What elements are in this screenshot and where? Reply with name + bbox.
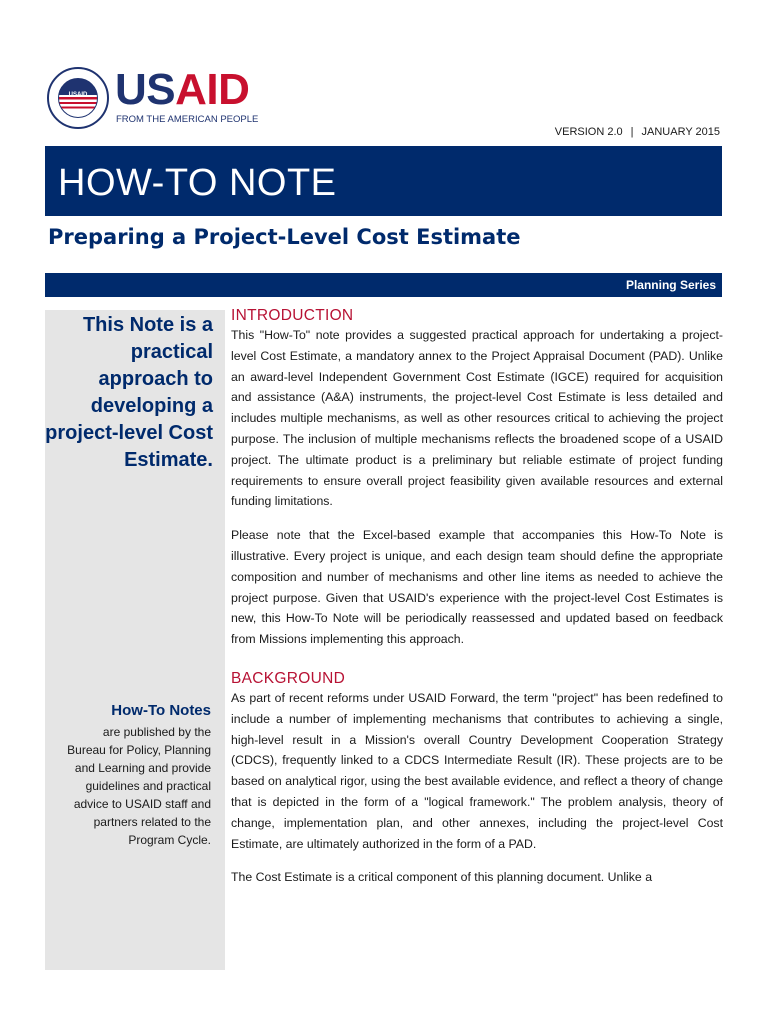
main-content [231, 306, 723, 888]
wordmark-us: US [115, 65, 176, 114]
sidebar [45, 310, 225, 970]
version-line [555, 126, 720, 138]
document-subtitle: Preparing a Project-Level Cost Estimate [48, 225, 521, 249]
how-to-notes-description: are published by the Bureau for Policy, Planning and Learning and provide guidelines and practical advice to USAID staff and partners related to the Program Cycle. [67, 725, 211, 847]
usaid-logo [44, 64, 284, 136]
version-date: JANUARY 2015 [641, 126, 720, 138]
usaid-seal-icon [47, 67, 109, 129]
series-bar: Planning Series [45, 273, 722, 297]
background-paragraph-2: The Cost Estimate is a critical component of this planning document. Unlike a [231, 870, 653, 885]
background-heading: BACKGROUND [231, 669, 346, 687]
seal-caption: USAID [68, 92, 88, 98]
title-banner [45, 146, 722, 216]
version-separator: | [630, 126, 634, 138]
pullquote: This Note is a practical approach to developing a project-level Cost Estimate. [45, 314, 213, 471]
introduction-paragraph-2: Please note that the Excel-based example that accompanies this How-To Note is illustrative. Every project is unique, and each design team should define the appropriate composition and number of mechanisms and other line items as needed to achieve the project purpose. Given that USAID's experience with the project-level Cost Estimates is new, this How-To Note will be periodically reassessed and updated based on feedback from Missions implementing this approach. [231, 528, 723, 647]
usaid-wordmark [115, 66, 249, 114]
how-to-notes-title: How-To Notes [111, 702, 211, 719]
version-number: VERSION 2.0 [554, 126, 623, 138]
seal-shield [58, 78, 98, 118]
wordmark-aid: AID [175, 65, 250, 114]
logo-tagline: FROM THE AMERICAN PEOPLE [116, 114, 259, 125]
background-paragraph-1: As part of recent reforms under USAID Forward, the term "project" has been redefined to include a number of implementing mechanisms that contributes to achieving a single, high-level result in a Mission's overall Country Development Cooperation Strategy (CDCS), frequently linked to a CDCS Intermediate Result (IR). These projects are to be based on analytical rigor, using the best available evidence, and reflect a theory of change that is depicted in the form of a "logical framework." The problem analysis, theory of change, implementation plan, and other annexes, including the project-level Cost Estimate, are ultimately authorized in the form of a PAD. [231, 690, 723, 851]
introduction-heading: INTRODUCTION [231, 307, 354, 324]
document-type-title: HOW-TO NOTE [58, 162, 337, 204]
introduction-paragraph-1: This "How-To" note provides a suggested practical approach for undertaking a project-level Cost Estimate, a mandatory annex to the Project Appraisal Document (PAD). Unlike an award-level Independent Government Cost Estimate (IGCE) required for acquisition and assistance (A&A) instruments, the project-level Cost Estimate is less detailed and includes multiple mechanisms, as well as other resources critical to achieving the project purpose. The inclusion of multiple mechanisms reflects the broadened scope of a USAID project. The ultimate product is a preliminary but reliable estimate of project funding requirements to ensure overall project feasibility given available resources and external funding limitations. [231, 328, 723, 509]
